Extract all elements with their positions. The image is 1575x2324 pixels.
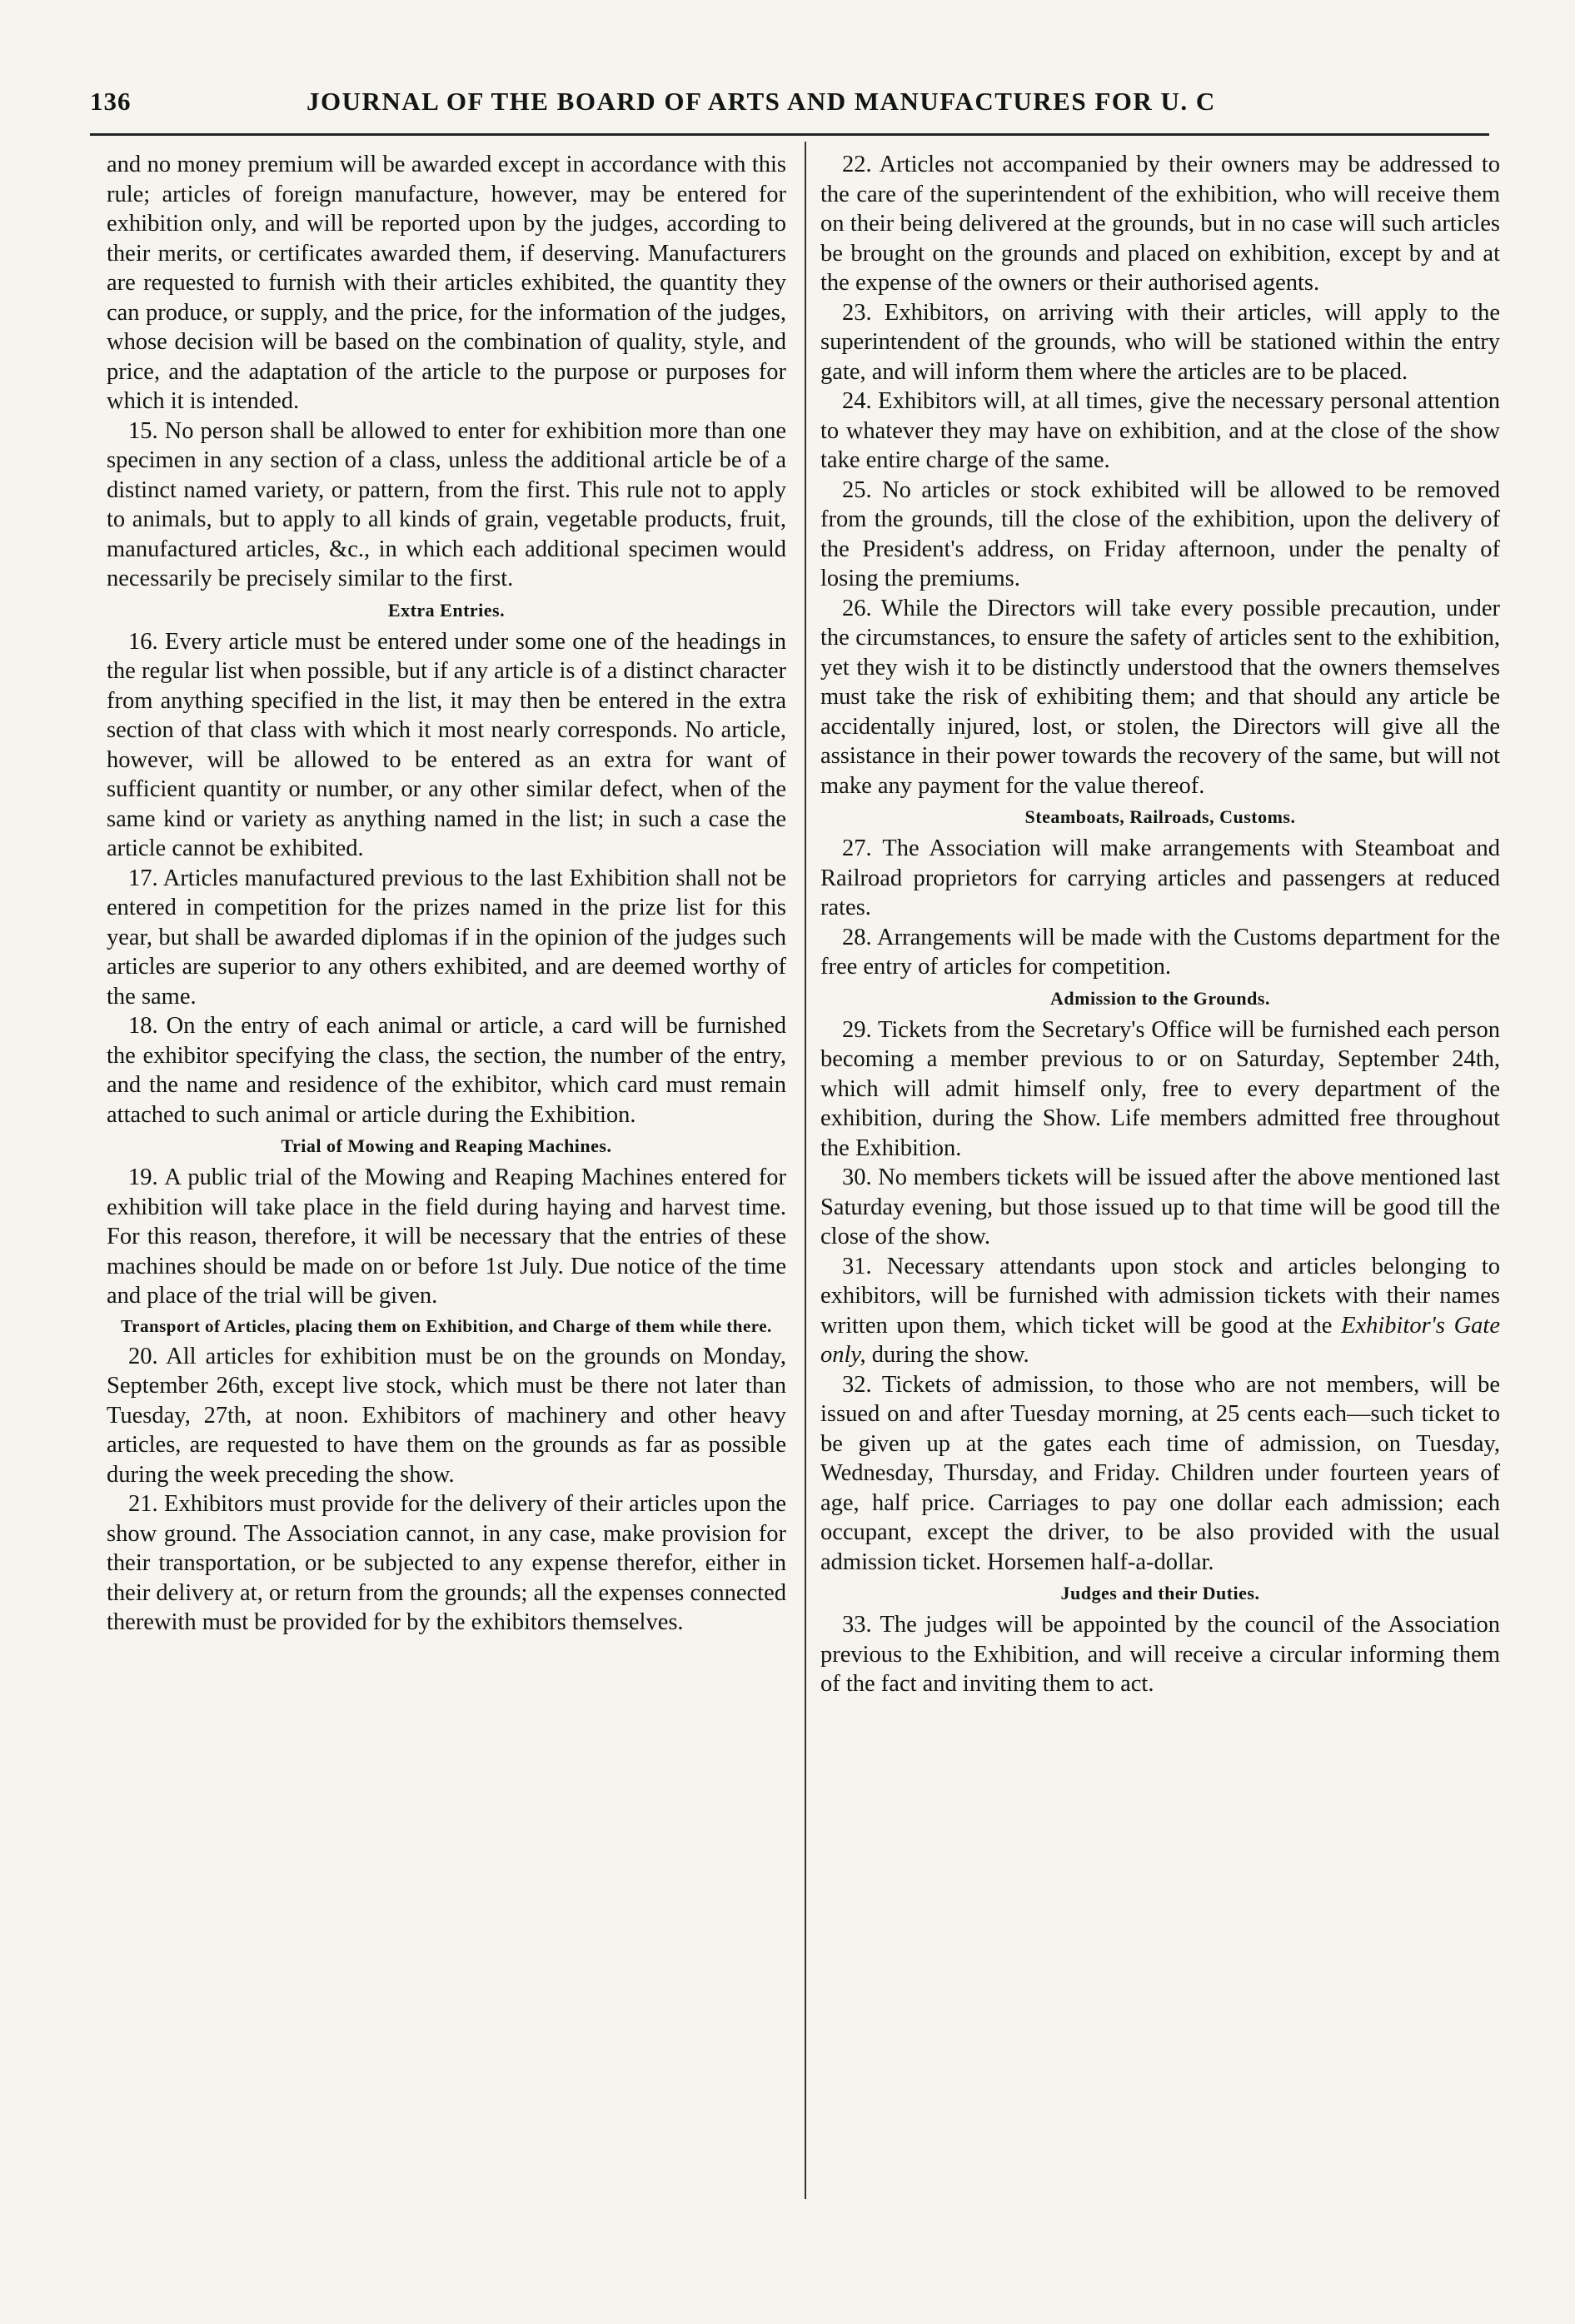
section-heading-steamboats: Steamboats, Railroads, Customs. [1024, 806, 1296, 827]
left-column [107, 150, 786, 1638]
paragraph-20: 20. All articles for exhibition must be on the grounds on Monday, September 26th, except live stock, which must be there not later than Tuesday, 27th, at noon. Exhibitors of machinery and other heavy articles, are requested to have them on the grounds as far as possible during the week preceding the show. [107, 1343, 786, 1488]
paragraph-33: 33. The judges will be appointed by the council of the Association previous to the Exhibition, and will receive a circular informing them of the fact and inviting them to act. [820, 1612, 1500, 1697]
paragraph-intro: and no money premium will be awarded except in accordance with this rule; articles of foreign manufacture, however, may be entered for exhibition only, and will be reported upon by the judges, according to their merits, or certificates awarded them, if deserving. Manufacturers are requested to furnish with their articles exhibited, the quantity they can produce, or supply, and the price, for the information of the judges, whose decision will be based on the combination of quality, style, and price, and the adaptation of the article to the purpose or purposes for which it is intended. [107, 152, 786, 414]
paragraph-22: 22. Articles not accompanied by their owners may be addressed to the care of the superintendent of the exhibition, who will receive them on their being delivered at the grounds, but in no case will such articles be brought on the grounds and placed on exhibition, except by and at the expense of the owners or their authorised agents. [820, 152, 1500, 296]
column-divider [805, 142, 806, 2199]
paragraph-23: 23. Exhibitors, on arriving with their articles, will apply to the superintendent of the grounds, who will be stationed within the entry gate, and will inform them where the articles are to be placed. [820, 299, 1500, 385]
paragraph-16: 16. Every article must be entered under some one of the headings in the regular list when possible, but if any article is of a distinct character from anything specified in the list, it may then be entered in the extra section of that class with which it most nearly corresponds. No article, however, will be allowed to be entered as an extra for want of sufficient quantity or number, or any other similar defect, when of the same kind or variety as anything named in the list; in such a case the article cannot be exhibited. [107, 628, 786, 861]
paragraph-29: 29. Tickets from the Secretary's Office will be furnished each person becoming a member previous to or on Saturday, September 24th, which will admit himself only, free to every department of the exhibition, during the Show. Life members admitted free throughout the Exhibition. [820, 1016, 1500, 1161]
paragraph-31-text-a: 31. Necessary attendants upon stock and articles belonging to exhibitors, will be furnished with admission tickets with their names written upon them, which ticket will be good at the [820, 1253, 1500, 1339]
running-head: JOURNAL OF THE BOARD OF ARTS AND MANUFACTURES FOR U. C [307, 87, 1216, 116]
paragraph-28: 28. Arrangements will be made with the Customs department for the free entry of articles for competition. [820, 924, 1500, 980]
paragraph-31-text-b: during the show. [865, 1342, 1029, 1368]
paragraph-31 [820, 1252, 1500, 1370]
paragraph-30: 30. No members tickets will be issued after the above mentioned last Saturday evening, but those issued up to that time will be good till the close of the show. [820, 1164, 1500, 1249]
paragraph-27: 27. The Association will make arrangements with Steamboat and Railroad proprietors for carrying articles and passengers at reduced rates. [820, 835, 1500, 920]
paragraph-26: 26. While the Directors will take every possible precaution, under the circumstances, to ensure the safety of articles sent to the exhibition, yet they wish it to be distinctly understood that the owners themselves must take the risk of exhibiting them; and that should any article be accidentally injured, lost, or stolen, the Directors will give all the assistance in their power towards the recovery of the same, but will not make any payment for the value thereof. [820, 595, 1500, 799]
page-header [90, 80, 1489, 130]
section-heading-admission: Admission to the Grounds. [1050, 987, 1270, 1009]
paragraph-25: 25. No articles or stock exhibited will be allowed to be removed from the grounds, till the close of the exhibition, upon the delivery of the President's address, on Friday afternoon, under the penalty of losing the premiums. [820, 476, 1500, 591]
section-heading-mowing-trial: Trial of Mowing and Reaping Machines. [281, 1135, 612, 1156]
paragraph-31-emphasis: Exhibitor's Gate only, [820, 1312, 1500, 1368]
paragraph-19: 19. A public trial of the Mowing and Reaping Machines entered for exhibition will take place in the field during haying and harvest time. For this reason, therefore, it will be necessary that the entries of these machines should be made on or before 1st July. Due notice of the time and place of the trial will be given. [107, 1164, 786, 1309]
page-number: 136 [90, 87, 132, 116]
paragraph-15: 15. No person shall be allowed to enter for exhibition more than one specimen in any section of a class, unless the additional article be of a distinct named variety, or pattern, from the first. This rule not to apply to animals, but to apply to all kinds of grain, vegetable products, fruit, manufactured articles, &c., in which each additional specimen would necessarily be precisely similar to the first. [107, 417, 786, 591]
right-column [820, 150, 1500, 1699]
paragraph-18: 18. On the entry of each animal or article, a card will be furnished the exhibitor specifying the class, the section, the number of the entry, and the name and residence of the exhibitor, which card must remain attached to such animal or article during the Exhibition. [107, 1013, 786, 1128]
header-rule [90, 133, 1489, 136]
paragraph-32: 32. Tickets of admission, to those who are not members, will be issued on and after Tuesday morning, at 25 cents each—such ticket to be given up at the gates each time of admission, on Tuesday, Wednesday, Thursday, and Friday. Children under fourteen years of age, half price. Carriages to pay one dollar each admission; each occupant, except the driver, to be also provided with the usual admission ticket. Horsemen half-a-dollar. [820, 1371, 1500, 1575]
section-heading-transport: Transport of Articles, placing them on Exhibition, and Charge of them while there. [121, 1315, 772, 1336]
paragraph-17: 17. Articles manufactured previous to the last Exhibition shall not be entered in competition for the prizes named in the prize list for this year, but shall be awarded diplomas if in the opinion of the judges such articles are superior to any others exhibited, and are deemed worthy of the same. [107, 865, 786, 1010]
section-heading-judges: Judges and their Duties. [1060, 1583, 1260, 1603]
section-heading-extra-entries: Extra Entries. [387, 599, 506, 621]
paragraph-24: 24. Exhibitors will, at all times, give the necessary personal attention to whatever they may have on exhibition, and at the close of the show take entire charge of the same. [820, 388, 1500, 473]
paragraph-21: 21. Exhibitors must provide for the delivery of their articles upon the show ground. The Association cannot, in any case, make provision for their transportation, or be subjected to any expense therefor, either in their delivery at, or return from the grounds; all the expenses connected therewith must be provided for by the exhibitors themselves. [107, 1491, 786, 1635]
